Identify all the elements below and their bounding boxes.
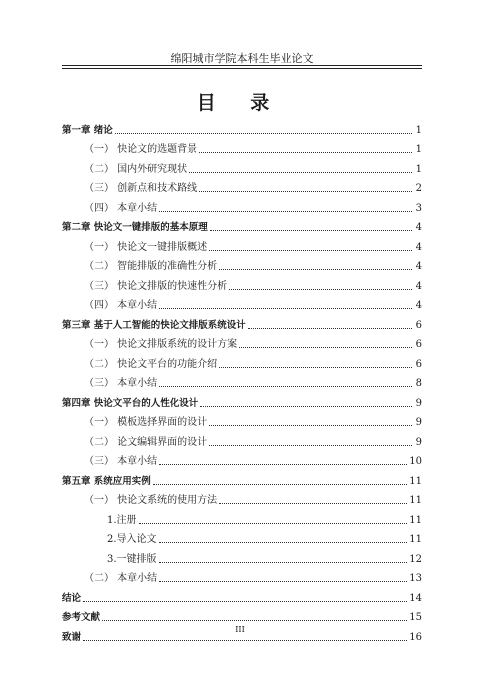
toc-entry-label: 第二章 快论文一键排版的基本原理 — [62, 222, 208, 233]
toc-entry-label: 参考文献 — [62, 612, 101, 623]
toc-dot-leader — [83, 600, 407, 602]
toc-dot-leader — [159, 561, 408, 563]
toc-entry-page: 9 — [415, 397, 422, 409]
toc-dot-leader — [209, 444, 412, 446]
toc-entry-label: 2.导入论文 — [107, 534, 157, 545]
toc-dot-leader — [189, 171, 412, 173]
toc-entry[interactable] — [62, 488, 422, 508]
toc-dot-leader — [153, 483, 407, 485]
table-of-contents — [62, 117, 422, 644]
toc-entry-page: 3 — [415, 202, 422, 214]
toc-dot-leader — [139, 522, 408, 524]
toc-entry-label: （一） 快论文一键排版概述 — [84, 241, 208, 253]
toc-entry-label: （二） 快论文平台的功能介绍 — [84, 358, 218, 370]
toc-entry[interactable] — [62, 566, 422, 586]
toc-entry-page: 2 — [415, 183, 422, 194]
toc-entry-page: 9 — [415, 436, 422, 448]
toc-entry-page: 11 — [409, 534, 422, 545]
toc-dot-leader — [199, 151, 412, 153]
toc-dot-leader — [209, 424, 412, 426]
toc-entry-label: 致谢 — [62, 631, 82, 643]
toc-entry-label: （四） 本章小结 — [84, 300, 158, 311]
toc-entry[interactable] — [62, 332, 422, 352]
toc-dot-leader — [159, 463, 407, 465]
toc-dot-leader — [102, 619, 407, 621]
toc-entry-label: 第一章 绪论 — [62, 124, 113, 136]
toc-entry-page: 16 — [409, 631, 422, 643]
toc-entry-page: 4 — [415, 241, 422, 253]
toc-entry[interactable] — [62, 390, 422, 410]
toc-entry-page: 4 — [415, 222, 422, 233]
toc-entry-label: （一） 快论文的选题背景 — [84, 144, 198, 155]
toc-entry-label: （三） 创新点和技术路线 — [84, 183, 198, 194]
toc-entry-label: 第五章 系统应用实例 — [62, 475, 151, 487]
toc-entry[interactable] — [62, 507, 422, 527]
toc-entry[interactable] — [62, 585, 422, 605]
toc-entry-label: （二） 本章小结 — [84, 573, 158, 584]
toc-dot-leader — [229, 288, 412, 290]
toc-dot-leader — [159, 210, 412, 212]
toc-entry[interactable] — [62, 371, 422, 391]
toc-dot-leader — [200, 405, 412, 407]
header-rule-thin — [62, 68, 422, 69]
toc-entry-label: （二） 国内外研究现状 — [84, 163, 188, 175]
toc-entry-page: 14 — [409, 592, 422, 604]
toc-entry-label: （一） 快论文系统的使用方法 — [84, 495, 218, 506]
toc-entry-label: （二） 智能排版的准确性分析 — [84, 261, 218, 272]
toc-dot-leader — [219, 366, 412, 368]
toc-entry[interactable] — [62, 176, 422, 196]
toc-entry-page: 9 — [415, 417, 422, 428]
toc-entry-label: 第四章 快论文平台的人性化设计 — [62, 397, 199, 409]
toc-entry-page: 1 — [415, 163, 422, 175]
toc-entry-label: （三） 本章小结 — [84, 456, 158, 467]
toc-entry[interactable] — [62, 351, 422, 371]
toc-dot-leader — [248, 327, 412, 329]
toc-dot-leader — [210, 229, 412, 231]
toc-dot-leader — [239, 346, 412, 348]
toc-entry[interactable] — [62, 546, 422, 566]
toc-dot-leader — [115, 132, 412, 134]
toc-entry-page: 11 — [409, 475, 422, 487]
toc-entry[interactable] — [62, 195, 422, 215]
toc-entry[interactable] — [62, 293, 422, 313]
toc-entry-label: （三） 本章小结 — [84, 378, 158, 389]
toc-dot-leader — [159, 307, 412, 309]
toc-dot-leader — [199, 190, 412, 192]
toc-entry-label: （一） 模板选择界面的设计 — [84, 417, 208, 428]
header-rule — [62, 65, 422, 66]
toc-entry[interactable] — [62, 410, 422, 430]
toc-entry-page: 10 — [409, 456, 422, 467]
toc-entry[interactable] — [62, 449, 422, 469]
toc-dot-leader — [159, 580, 407, 582]
toc-dot-leader — [83, 639, 407, 641]
toc-title: 目 录 — [196, 92, 284, 114]
toc-entry[interactable] — [62, 215, 422, 235]
toc-entry[interactable] — [62, 429, 422, 449]
toc-entry-label: 结论 — [62, 592, 82, 604]
toc-entry[interactable] — [62, 605, 422, 625]
toc-entry-page: 6 — [415, 319, 422, 331]
toc-entry-page: 6 — [415, 339, 422, 350]
toc-entry-page: 4 — [415, 300, 422, 311]
toc-dot-leader — [209, 249, 412, 251]
toc-entry[interactable] — [62, 273, 422, 293]
toc-entry-label: 1.注册 — [107, 514, 137, 526]
toc-entry-page: 4 — [415, 280, 422, 292]
toc-entry[interactable] — [62, 117, 422, 137]
toc-dot-leader — [219, 502, 407, 504]
toc-entry-label: （二） 论文编辑界面的设计 — [84, 436, 208, 448]
toc-entry-page: 15 — [409, 612, 422, 623]
toc-entry-page: 6 — [415, 358, 422, 370]
toc-entry-label: （一） 快论文排版系统的设计方案 — [84, 339, 238, 350]
toc-dot-leader — [159, 541, 408, 543]
toc-entry-page: 11 — [409, 514, 422, 526]
toc-entry-page: 4 — [415, 261, 422, 272]
toc-entry[interactable] — [62, 312, 422, 332]
toc-entry-page: 8 — [415, 378, 422, 389]
toc-entry-page: 11 — [409, 495, 422, 506]
page-number: III — [235, 625, 245, 634]
toc-entry-page: 1 — [415, 124, 422, 136]
toc-entry[interactable] — [62, 156, 422, 176]
toc-entry[interactable] — [62, 527, 422, 547]
toc-dot-leader — [219, 268, 412, 270]
toc-entry-label: （三） 快论文排版的快速性分析 — [84, 280, 228, 292]
toc-entry-page: 1 — [415, 144, 422, 155]
toc-entry[interactable] — [62, 254, 422, 274]
toc-entry-page: 12 — [409, 553, 422, 565]
toc-entry[interactable] — [62, 234, 422, 254]
toc-entry-page: 13 — [409, 573, 422, 584]
toc-entry-label: 3.一键排版 — [107, 553, 157, 565]
toc-entry-label: 第三章 基于人工智能的快论文排版系统设计 — [62, 319, 246, 331]
toc-dot-leader — [159, 385, 412, 387]
page-header: 绵阳城市学院本科生毕业论文 — [170, 52, 314, 65]
toc-entry[interactable] — [62, 137, 422, 157]
toc-entry-label: （四） 本章小结 — [84, 202, 158, 214]
toc-entry[interactable] — [62, 468, 422, 488]
